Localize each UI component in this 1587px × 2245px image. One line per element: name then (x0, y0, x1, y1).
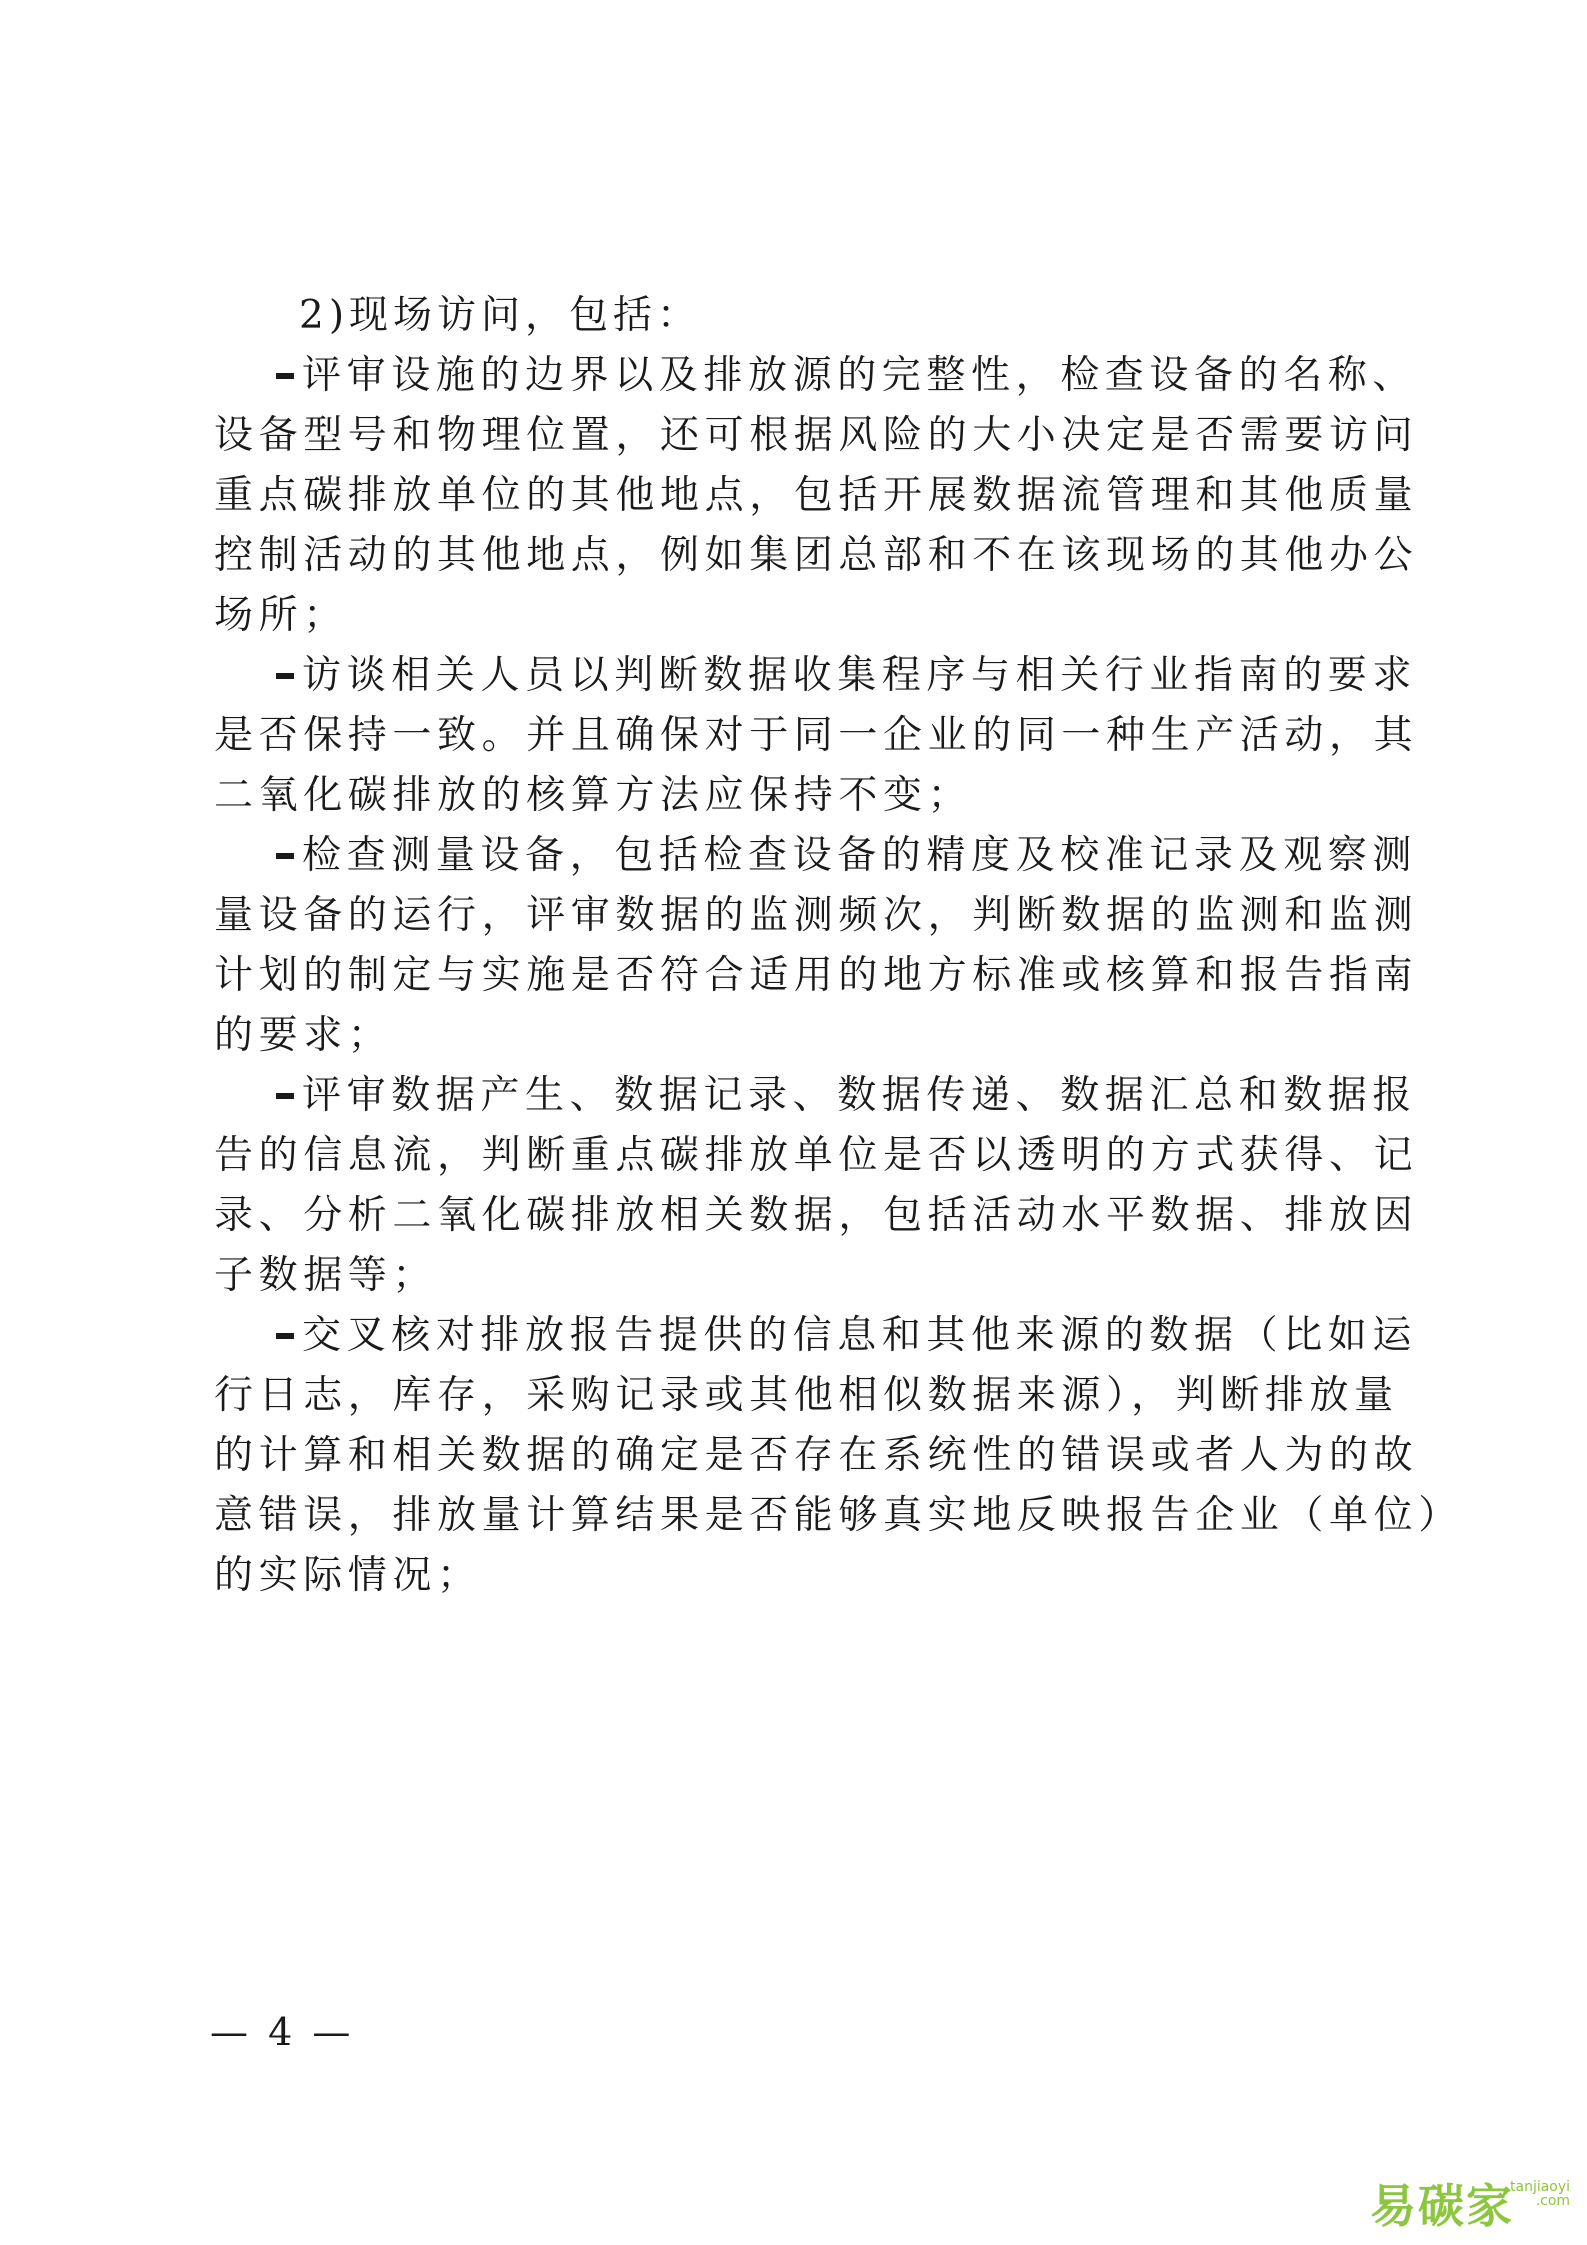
paragraph-line: 的要求； (214, 1013, 393, 1058)
watermark-logo (1370, 2170, 1571, 2233)
paragraph-line: 行日志，库存，采购记录或其他相似数据来源），判断排放量 (214, 1373, 1399, 1418)
paragraph-line: 录、分析二氧化碳排放相关数据，包括活动水平数据、排放因 (214, 1193, 1419, 1238)
paragraph-line: 控制活动的其他地点，例如集团总部和不在该现场的其他办公 (214, 533, 1419, 578)
paragraph-line: 意错误，排放量计算结果是否能够真实地反映报告企业（单位） (214, 1493, 1463, 1538)
paragraph-line: 子数据等； (214, 1253, 438, 1298)
bullet-line: 检查测量设备，包括检查设备的精度及校准记录及观察测 (214, 832, 1417, 880)
intro-line: 2)现场访问，包括： (299, 293, 702, 338)
watermark-logo-text: 易碳家 (1370, 2179, 1514, 2233)
paragraph-line: 计划的制定与实施是否符合适用的地方标准或核算和报告指南 (214, 953, 1419, 998)
paragraph-line: 量设备的运行，评审数据的监测频次，判断数据的监测和监测 (214, 893, 1419, 938)
watermark-domain: tanjiaoyi .com (1510, 2179, 1571, 2209)
bullet-dash-icon (276, 853, 294, 859)
paragraph-line: 是否保持一致。并且确保对于同一企业的同一种生产活动，其 (214, 713, 1419, 758)
bullet-line: 访谈相关人员以判断数据收集程序与相关行业指南的要求 (214, 652, 1417, 700)
bullet-dash-icon (276, 373, 294, 379)
paragraph-line: 的计算和相关数据的确定是否存在系统性的错误或者人为的故 (214, 1433, 1419, 1478)
paragraph-line: 场所； (214, 593, 348, 638)
bullet-line: 评审设施的边界以及排放源的完整性，检查设备的名称、 (214, 352, 1417, 400)
bullet-line: 交叉核对排放报告提供的信息和其他来源的数据（比如运 (214, 1312, 1417, 1360)
paragraph-line: 告的信息流，判断重点碳排放单位是否以透明的方式获得、记 (214, 1133, 1419, 1178)
bullet-dash-icon (276, 673, 294, 679)
bullet-dash-icon (276, 1093, 294, 1099)
bullet-line: 评审数据产生、数据记录、数据传递、数据汇总和数据报 (214, 1072, 1417, 1120)
paragraph-line: 设备型号和物理位置，还可根据风险的大小决定是否需要访问 (214, 413, 1419, 458)
paragraph-line: 的实际情况； (214, 1553, 482, 1598)
page-number: — 4 — (210, 2010, 355, 2054)
paragraph-line: 二氧化碳排放的核算方法应保持不变； (214, 773, 973, 818)
paragraph-line: 重点碳排放单位的其他地点，包括开展数据流管理和其他质量 (214, 473, 1419, 518)
bullet-dash-icon (276, 1333, 294, 1339)
